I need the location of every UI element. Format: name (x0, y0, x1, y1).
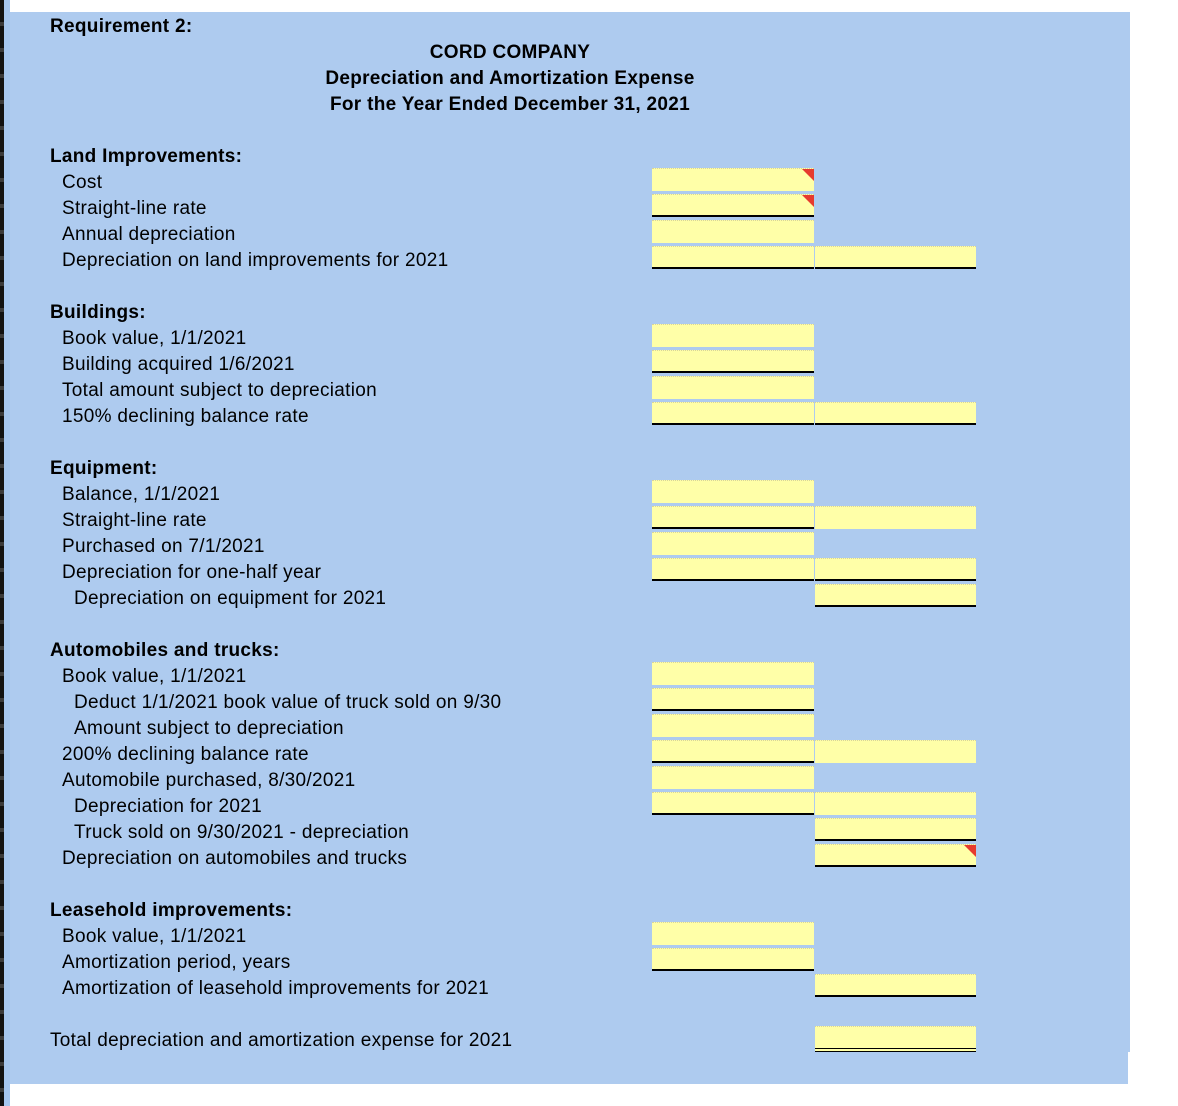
leasehold-amortization-input[interactable] (815, 974, 976, 997)
statement-title: Depreciation and Amortization Expense (325, 68, 695, 89)
equipment-heading: Equipment: (50, 458, 158, 479)
autos-depr-2021-input[interactable] (815, 792, 976, 815)
company-name: CORD COMPANY (429, 42, 591, 63)
equipment-halfyear-input[interactable] (815, 558, 976, 581)
autos-bookvalue-input[interactable] (652, 662, 814, 685)
total-expense-input[interactable] (815, 1026, 976, 1052)
buildings-line: Total amount subject to depreciation (62, 380, 377, 401)
leasehold-heading: Leasehold improvements: (50, 900, 293, 921)
autos-depr-existing-input[interactable] (815, 740, 976, 763)
buildings-line: Building acquired 1/6/2021 (62, 354, 295, 375)
comment-flag-icon[interactable] (802, 195, 814, 207)
land-line: Annual depreciation (62, 224, 236, 245)
land-line: Depreciation on land improvements for 2021 (62, 250, 449, 271)
buildings-line: 150% declining balance rate (62, 406, 309, 427)
land-cost-input[interactable] (652, 168, 814, 191)
sheet-corner (1128, 1052, 1178, 1106)
autos-line: Depreciation for 2021 (74, 796, 262, 817)
leasehold-line: Amortization period, years (62, 952, 291, 973)
autos-rate-input[interactable] (652, 740, 814, 763)
autos-line: Truck sold on 9/30/2021 - depreciation (74, 822, 409, 843)
leasehold-line: Book value, 1/1/2021 (62, 926, 247, 947)
equipment-line: Balance, 1/1/2021 (62, 484, 221, 505)
comment-flag-icon[interactable] (802, 169, 814, 181)
buildings-acquired-input[interactable] (652, 350, 814, 373)
autos-purchased-depr-input[interactable] (652, 792, 814, 815)
equipment-annual-input[interactable] (815, 506, 976, 529)
autos-line: Book value, 1/1/2021 (62, 666, 247, 687)
autos-line: Automobile purchased, 8/30/2021 (62, 770, 356, 791)
autos-depreciation-input[interactable] (815, 844, 976, 867)
land-depreciation-input[interactable] (815, 246, 976, 269)
land-line: Straight-line rate (62, 198, 207, 219)
equipment-depreciation-input[interactable] (815, 584, 976, 607)
land-rate-input[interactable] (652, 194, 814, 217)
autos-line: Amount subject to depreciation (74, 718, 344, 739)
equipment-line: Depreciation for one-half year (62, 562, 322, 583)
land-annual-input[interactable] (652, 220, 814, 243)
equipment-balance-input[interactable] (652, 480, 814, 503)
autos-line: 200% declining balance rate (62, 744, 309, 765)
land-heading: Land Improvements: (50, 146, 243, 167)
autos-heading: Automobiles and trucks: (50, 640, 280, 661)
requirement-label: Requirement 2: (50, 16, 193, 37)
buildings-heading: Buildings: (50, 302, 146, 323)
autos-purchased-input[interactable] (652, 766, 814, 789)
buildings-rate-input[interactable] (652, 402, 814, 425)
leasehold-period-input[interactable] (652, 948, 814, 971)
total-label: Total depreciation and amortization expense for 2021 (50, 1030, 513, 1051)
equipment-rate2-input[interactable] (652, 558, 814, 581)
buildings-total-input[interactable] (652, 376, 814, 399)
statement-period: For the Year Ended December 31, 2021 (329, 94, 690, 115)
buildings-bookvalue-input[interactable] (652, 324, 814, 347)
equipment-line: Straight-line rate (62, 510, 207, 531)
equipment-purchased-input[interactable] (652, 532, 814, 555)
comment-flag-icon[interactable] (964, 845, 976, 857)
land-line: Cost (62, 172, 103, 193)
leasehold-line: Amortization of leasehold improvements for 2021 (62, 978, 490, 999)
autos-line: Deduct 1/1/2021 book value of truck sold on 9/30 (74, 692, 502, 713)
autos-line: Depreciation on automobiles and trucks (62, 848, 408, 869)
leasehold-bookvalue-input[interactable] (652, 922, 814, 945)
autos-deduct-input[interactable] (652, 688, 814, 711)
buildings-line: Book value, 1/1/2021 (62, 328, 247, 349)
equipment-rate-input[interactable] (652, 506, 814, 529)
land-fraction-input[interactable] (652, 246, 814, 269)
buildings-depreciation-input[interactable] (815, 402, 976, 425)
autos-truck-sold-input[interactable] (815, 818, 976, 841)
equipment-line: Depreciation on equipment for 2021 (74, 588, 387, 609)
equipment-line: Purchased on 7/1/2021 (62, 536, 265, 557)
autos-subject-input[interactable] (652, 714, 814, 737)
